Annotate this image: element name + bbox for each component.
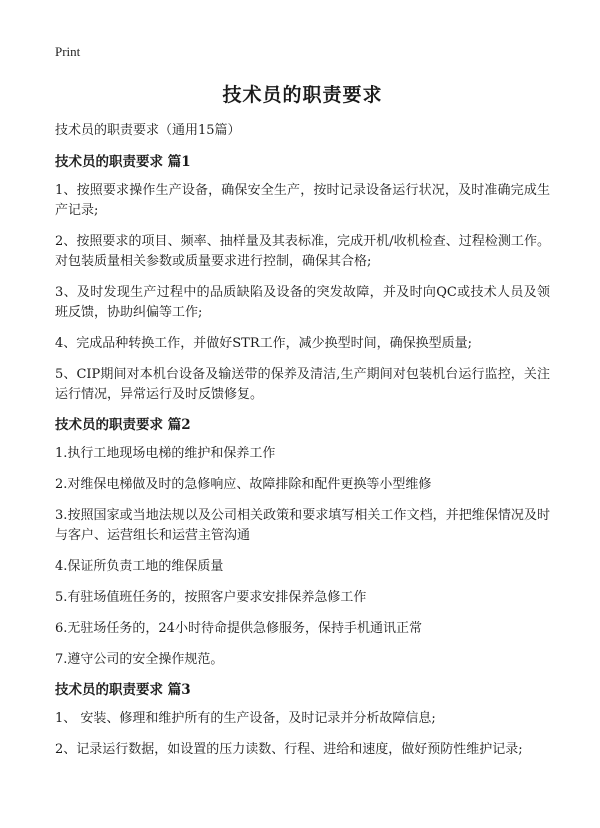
list-item: 7.遵守公司的安全操作规范。 [55, 652, 224, 667]
page-title: 技术员的职责要求 [222, 84, 383, 106]
list-item: 5、CIP期间对本机台设备及输送带的保养及清洁,生产期间对包装机台运行监控，关注运行情况，异常运行及时反馈修复。 [55, 367, 550, 402]
list-item: 1、按照要求操作生产设备，确保安全生产，按时记录设备运行状况，及时准确完成生产记录; [55, 183, 550, 218]
section-2 [55, 416, 550, 670]
list-item: 5.有驻场值班任务的，按照客户要求安排保养急修工作 [55, 590, 367, 605]
section-heading: 技术员的职责要求 篇3 [55, 682, 191, 698]
list-item: 2.对维保电梯做及时的急修响应、故障排除和配件更换等小型维修 [55, 477, 432, 492]
document-subtitle: 技术员的职责要求（通用15篇） [55, 123, 241, 138]
list-item: 6.无驻场任务的，24小时待命提供急修服务，保持手机通讯正常 [55, 621, 422, 636]
section-heading: 技术员的职责要求 篇1 [55, 154, 191, 170]
list-item: 3、及时发现生产过程中的品质缺陷及设备的突发故障，并及时向QC或技术人员及领班反馈，协助纠偏等工作; [55, 285, 550, 320]
list-item: 2、按照要求的项目、频率、抽样量及其表标准，完成开机/收机检查、过程检测工作。对包装质量相关参数或质量要求进行控制，确保其合格; [55, 234, 550, 269]
list-item: 1.执行工地现场电梯的维护和保养工作 [55, 446, 276, 461]
section-heading: 技术员的职责要求 篇2 [55, 417, 191, 433]
list-item: 4.保证所负责工地的维保质量 [55, 559, 224, 574]
list-item: 2、记录运行数据，如设置的压力读数、行程、进给和速度，做好预防性维护记录; [55, 742, 523, 757]
list-item: 3.按照国家或当地法规以及公司相关政策和要求填写相关工作文档，并把维保情况及时与客户、运营组长和运营主管沟通 [55, 508, 550, 543]
list-item: 4、完成品种转换工作，并做好STR工作，减少换型时间，确保换型质量; [55, 336, 473, 351]
list-item: 1、 安装、修理和维护所有的生产设备，及时记录并分析故障信息; [55, 711, 436, 726]
section-1 [55, 153, 550, 405]
section-3 [55, 681, 550, 760]
print-link[interactable]: Print [55, 44, 81, 59]
